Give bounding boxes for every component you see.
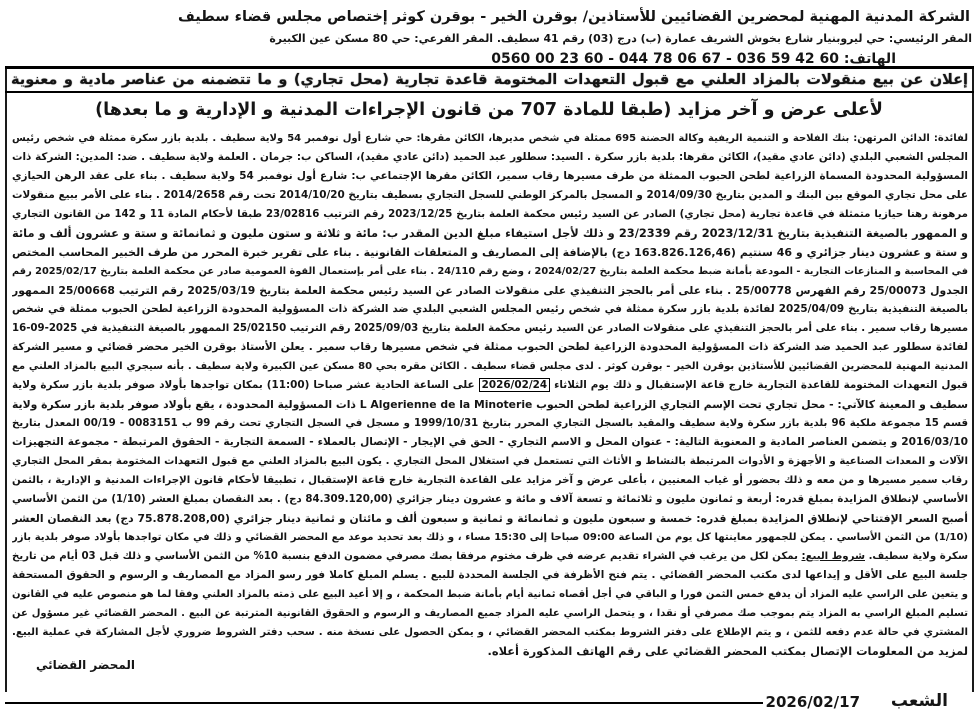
body-line: المشتري في حالة عدم دفعه للثمن ، و يتم الإطلاع على دفتر الشروط بمكتب المحضر القضائي ، و يمكن الحصول على نسخة منه . سحب دفتر الشروط ضروري لأجل المشاركة في عملية البيع. — [12, 627, 968, 638]
body-line: و الممهور بالصيغة التنفيذية بتاريخ 2023/12/31 رقم 23/2339 و ذلك لأجل استيفاء مبلغ الدين المقدر ب: مائة و ثلاثة و ستون مليون و ثمانمائة و ستة و عشرون ألف و مائة — [12, 226, 968, 240]
phone-numbers: 0560 00 23 60 - 044 78 06 67 - 036 59 42 60 — [491, 51, 840, 67]
body-line: المسؤولية المحدودة المسماة الزراعية لطحن الحبوب الممثلة من طرف مسيرها رقاب سمير، الكائن مقرها الإجتماعي ب: شارع أول نوفمبر 54 ولاية سطيف . بناء على عقد الرهن الحيازي — [12, 170, 968, 182]
body-line-segment: قبول التعهدات المختومة للقاعدة التجارية خارج قاعة الإستقبال و ذلك يوم الثلاثاء — [554, 379, 968, 391]
body-line-segment: يمكن لكل من يرغب في الشراء تقديم عرضه في ظرف مختوم مرفقا بصك مصرفي مضمون الدفع بنسبة 10% من الثمن الأساسي و ذلك قبل 03 أيام من تاريخ — [12, 551, 798, 562]
notice-heading-band: إعلان عن بيع منقولات بالمزاد العلني مع قبول التعهدات المختومة قاعدة تجارية (محل تجاري) و ما تتضمنه من عناصر مادية و معنوية — [5, 66, 974, 93]
notice-title: لأعلى عرض و آخر مزايد (طبقا للمادة 707 من قانون الإجراءات المدنية و الإدارية و ما بعدها) — [95, 100, 883, 120]
body-line: لمزيد من المعلومات الإتصال بمكتب المحضر القضائي على رقم الهاتف المذكورة أعلاه. — [487, 644, 968, 658]
notice-body — [12, 129, 968, 661]
phone-label: الهاتف: — [843, 51, 896, 67]
body-line: سطيف و المعينة كالآتي: - محل تجاري تحت الإسم التجاري الزراعية لطحن الحبوب L Algerienne de la Minoterie ذات المسؤولية المحدودة ، يقع بأولاد صوفر بلدية بازر سكرة ولاية — [12, 398, 968, 411]
body-line: في المحاسبة و المنازعات التجارية - المودعة بأمانة ضبط محكمة العلمة بتاريخ 2024/02/27 ، وضع رقم 24/110 . بناء على أمر بإستعمال القوة العمومية صادر عن محكمة العلمة بتاريخ 2025/02/17 رقم — [12, 266, 968, 277]
body-line: مسيرها رقاب سمير . بناء على أمر بالحجز التنفيذي على منقولات الصادر عن السيد رئيس محكمة العلمة بتاريخ 2025/09/03 رقم الترتيب 25/02150 الممهور بالصيغة التنفيذية في 2025-09-16 — [12, 323, 968, 334]
body-line: مرهونة رهنا حيازيا متمثلة في قاعدة تجارية (محل تجاري) الصادر عن السيد رئيس محكمة العلمة بتاريخ 2023/12/25 رقم الترتيب 23/02816 طبقا لأحكام المادة 11 و 142 من القانون التجاري — [12, 209, 968, 220]
body-line: المجلس الشعبي البلدي (دائن عادي مقيد)، الكائن مقرها: بلدية بازر سكرة . السيد: سطلور عبد الحميد (دائن عادي مقيد)، الساكن ب: جرمان . العلمة ولاية سطيف . ضد: المدين: الشركة ذات — [12, 151, 968, 163]
body-line: قسم 15 مجموعة ملكية 96 بلدية بازر سكرة ولاية سطيف والمقيد بالسجل التجاري المحرر بتاريخ 1999/10/31 و مسجل في السجل التجاري تحت رقم 99 ب 0083151 - 00/19 المعدل بتاريخ — [12, 418, 968, 429]
body-line-segment: سكرة ولاية سطيف. — [868, 551, 968, 562]
body-line: رقاب سمير مسيرها و من معه و ذلك بحضور أو غياب المعنيين ، بأعلى عرض و آخر مزايد على القاعدة التجارية خارج قاعة الإستقبال ، تطبيقا لأحكام قانون الإجراءات المدنية و الإدارية ، بالثمن — [12, 475, 968, 486]
body-line: جلسة البيع على الأقل و إيداعها لدى مكتب المحضر القضائي . يتم فتح الأظرفة في الجلسة المحددة للبيع . يسلم المبلغ كاملا فور رسو المزاد مع المصاريف و الرسوم و الحقوق المستحقة — [12, 569, 968, 581]
publication-date: 2026/02/17 — [765, 693, 860, 711]
body-line: لفائدة: الدائن المرتهن: بنك الفلاحة و التنمية الريفية وكالة الحضنة 695 ممثلة في شخص مديرها، الكائن مقرها: حي شارع أول نوفمبر 54 ولاية سطيف . بلدية بازر سكرة ممثلة في شخص رئيس — [12, 133, 968, 144]
body-line: و يتعين على الراسي عليه المزاد أن يدفع خمس الثمن فورا و الباقي في أجل أقصاه ثمانية أيام بأمانة ضبط المحكمة ، و إلا أعيد البيع على ذمته بالمزاد العلني وفقا لما هو منصوص عليه في القانون — [12, 589, 968, 600]
body-line: الجدول 25/00073 رقم الفهرس 25/00778 . بناء على أمر بالحجز التنفيذي على منقولات الصادر عن السيد رئيس محكمة العلمة بتاريخ 2025/03/19 رقم الترتيب 25/00668 الممهور — [12, 284, 968, 297]
body-line: لفائدة سطلور عبد الحميد ضد الشركة ذات المسؤولية المحدودة الزراعية لطحن الحبوب ممثلة في شخص مسيرها رقاب سمير . يعلن الأستاذ بوقرن الخير محضر قضائي و مسير الشركة — [12, 341, 968, 353]
body-line — [12, 547, 968, 566]
body-line: الأساسي لإنطلاق المزايدة بمبلغ قدره: أربعة و ثمانون مليون و ثلاثمائة و تسعة آلاف و مائة و عشرون دينار جزائري (84.309.120,00 دج) . بعد النقصان بمبلغ العشر (1/10) من الثمن الأساسي — [12, 494, 968, 505]
body-line: (1/10) من الثمن الأساسي . يمكن للجمهور معاينتها كل يوم من الساعة 09:00 صباحا إلى 15:30 مساء ، و ذلك بعد تحديد موعد مع المحضر القضائي و ذلك في مكان تواجدها بأولاد صوفر بلدية بازر — [12, 532, 968, 543]
sale-date-highlight: 2026/02/24 — [479, 378, 550, 392]
sale-conditions-heading: شروط البيع: — [801, 551, 865, 562]
body-line: بالصيغة التنفيذية بتاريخ 2025/04/09 لفائدة بلدية بازر سكرة ممثلة في شخص رئيس المجلس الشعبي البلدي ضد الشركة ذات المسؤولية المحدودة الزراعية لطحن الحبوب ممثلة في شخص — [12, 303, 968, 315]
newspaper-name: الشعب — [890, 691, 948, 711]
body-line: على محل تجاري الموقع بين البنك و المدين بتاريخ 2014/09/30 و المسجل بالمركز الوطني للسجل التجاري بسطيف بتاريخ 2014/10/20 تحت رقم 2014/2658 . بناء على الأمر ببيع منقولات — [12, 189, 968, 201]
body-line: و ستة و عشرون دينار جزائري و 46 سنتيم (163.826.126,46 دج) بالإضافة إلى المصاريف و المتعلقات القانونية . بناء على تقرير خبرة المحرر من طرف الخبير المحاسب المختص — [12, 246, 968, 259]
company-address-line: المقر الرئيسي: حي ليروبنيار شارع بخوش الشريف عمارة (ب) درج (03) رقم 41 سطيف. المقر الفرعي: حي 80 مسكن عين الكبيرة — [269, 32, 972, 45]
bailiff-signature: المحضر القضائي — [36, 658, 136, 672]
footer-rule — [5, 702, 763, 704]
body-line: أصبح السعر الإفتتاحي لإنطلاق المزايدة بمبلغ قدره: خمسة و سبعون مليون و ثمانمائة و ثمانية و سبعون ألف و مائتان و ثمانية دينار جزائري (75.878.208,00 دج) بعد النقصان العشر — [12, 512, 968, 525]
body-line: 2016/03/10 و يتضمن العناصر المادية و المعنوية التالية: - عنوان المحل و الاسم التجاري - الحق في الإيجار - الإتصال بالعملاء - السمعة التجارية - الحقوق المرتبطة - مجموعة التجهيزات — [12, 436, 968, 448]
body-line-segment: على الساعة الحادية عشر صباحا (11:00) بمكان تواجدها بأولاد صوفر بلدية بازر سكرة ولاية — [12, 379, 475, 391]
company-name-line: الشركة المدنية المهنية لمحضرين القضائيين للأستاذين/ بوقرن الخير - بوقرن كوثر إختصاص مجلس قضاء سطيف — [177, 9, 970, 25]
body-line — [12, 376, 968, 395]
body-line: المدنية المهنية للمحضرين القضائيين للأستاذين بوقرن الخير - بوقرن كوثر . لدى مجلس قضاء سطيف . الكائن مقره بحي 80 مسكن عين الكبيرة ولاية سطيف . بأنه سيجري البيع بالمزاد العلني مع — [12, 361, 968, 372]
body-line: تسليم المبلغ الراسي به المزاد يتم بموجب صك مصرفي أو نقدا ، و يتحمل الراسي عليه المزاد جميع المصاريف و الرسوم و الحقوق القانونية المترتبة عن البيع . المحضر القضائي غير مسؤول عن — [12, 608, 968, 619]
body-line: الآلات و المعدات الصناعية و الأجهزة و الأدوات المرتبطة بالنشاط و الأثاث التي تستعمل في استغلال المحل التجاري . يكون البيع بالمزاد العلني مع قبول التعهدات المختومة بمقر المحل التجاري — [12, 456, 968, 467]
